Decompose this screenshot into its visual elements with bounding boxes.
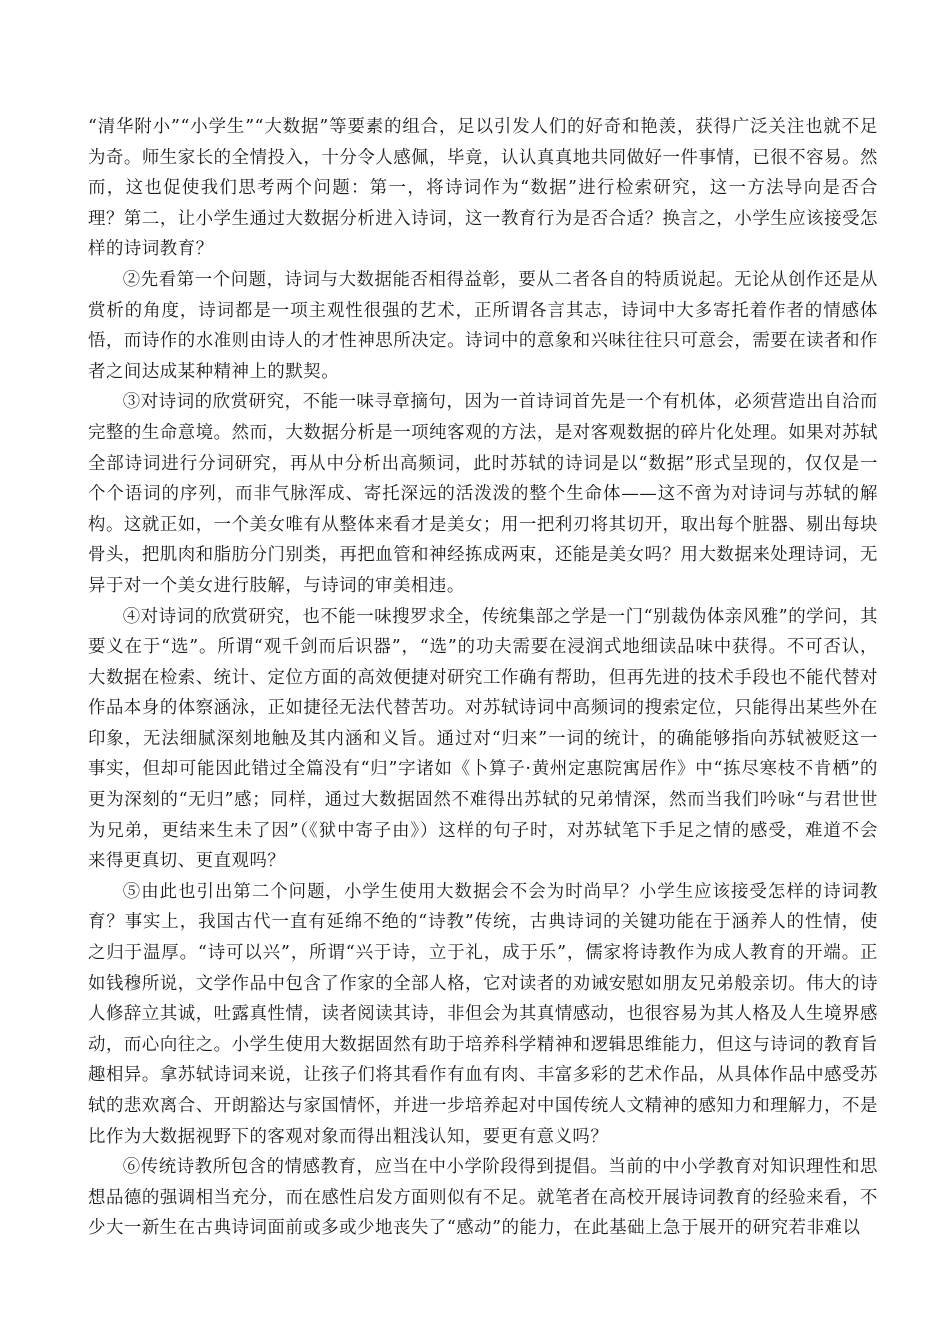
- paragraph-2: ②先看第一个问题，诗词与大数据能否相得益彰，要从二者各自的特质说起。无论从创作还是从赏析的角度，诗词都是一项主观性很强的艺术，正所谓各言其志，诗词中大多寄托着作者的情感体悟，而诗作的水准则由诗人的才性神思所决定。诗词中的意象和兴味往往只可意会，需要在读者和作者之间达成某种精神上的默契。: [88, 269, 878, 382]
- paragraph-6: ⑥传统诗教所包含的情感教育，应当在中小学阶段得到提倡。当前的中小学教育对知识理性和思想品德的强调相当充分，而在感性启发方面则似有不足。就笔者在高校开展诗词教育的经验来看，不少大一新生在古典诗词面前或多或少地丧失了“感动”的能力，在此基础上急于展开的研究若非难以: [88, 1157, 878, 1239]
- paragraph-4: ④对诗词的欣赏研究，也不能一味搜罗求全，传统集部之学是一门“别裁伪体亲风雅”的学问，其要义在于“选”。所谓“观千剑而后识器”，“选”的功夫需要在浸润式地细读品味中获得。不可否认，大数据在检索、统计、定位方面的高效便捷对研究工作确有帮助，但再先进的技术手段也不能代替对作品本身的体察涵泳，正如捷径无法代替苦功。对苏轼诗词中高频词的搜索定位，只能得出某些外在印象，无法细腻深刻地触及其内涵和义旨。通过对“归来”一词的统计，的确能够指向苏轼被贬这一事实，但却可能因此错过全篇没有“归”字诸如《卜算子·黄州定惠院寓居作》中“拣尽寒枝不肯栖”的更为深刻的“无归”感；同样，通过大数据固然不难得出苏轼的兄弟情深，然而当我们吟咏“与君世世为兄弟，更结来生未了因”（《狱中寄子由》）这样的句子时，对苏轼笔下手足之情的感受，难道不会来得更真切、更直观吗？: [88, 606, 878, 872]
- paragraph-3: ③对诗词的欣赏研究，不能一味寻章摘句，因为一首诗词首先是一个有机体，必须营造出自洽而完整的生命意境。然而，大数据分析是一项纯客观的方法，是对客观数据的碎片化处理。如果对苏轼全部诗词进行分词研究，再从中分析出高频词，此时苏轼的诗词是以“数据”形式呈现的，仅仅是一个个语词的序列，而非气脉浑成、寄托深远的活泼泼的整个生命体——这不啻为对诗词与苏轼的解构。这就正如，一个美女唯有从整体来看才是美女；用一把利刃将其切开，取出每个脏器、剔出每块骨头，把肌肉和脂肪分门别类，再把血管和神经拣成两束，还能是美女吗？用大数据来处理诗词，无异于对一个美女进行肢解，与诗词的审美相违。: [88, 392, 878, 596]
- article-body: [88, 112, 878, 1244]
- paragraph-5: ⑤由此也引出第二个问题，小学生使用大数据会不会为时尚早？小学生应该接受怎样的诗词教育？事实上，我国古代一直有延绵不绝的“诗教”传统，古典诗词的关键功能在于涵养人的性情，使之归于温厚。“诗可以兴”，所谓“兴于诗，立于礼，成于乐”，儒家将诗教作为成人教育的开端。正如钱穆所说，文学作品中包含了作家的全部人格，它对读者的劝诫安慰如朋友兄弟般亲切。伟大的诗人修辞立其诚，吐露真性情，读者阅读其诗，非但会为其真情感动，也很容易为其人格及人生境界感动，而心向往之。小学生使用大数据固然有助于培养科学精神和逻辑思维能力，但这与诗词的教育旨趣相异。拿苏轼诗词来说，让孩子们将其看作有血有肉、丰富多彩的艺术作品，从具体作品中感受苏轼的悲欢离合、开朗豁达与家国情怀，并进一步培养起对中国传统人文精神的感知力和理解力，不是比作为大数据视野下的客观对象而得出粗浅认知，要更有意义吗？: [88, 881, 878, 1147]
- paragraph-1-continued: “清华附小”“小学生”“大数据”等要素的组合，足以引发人们的好奇和艳羡，获得广泛关注也就不足为奇。师生家长的全情投入，十分令人感佩，毕竟，认认真真地共同做好一件事情，已很不容易。然而，这也促使我们思考两个问题：第一，将诗词作为“数据”进行检索研究，这一方法导向是否合理？第二，让小学生通过大数据分析进入诗词，这一教育行为是否合适？换言之，小学生应该接受怎样的诗词教育？: [88, 117, 878, 260]
